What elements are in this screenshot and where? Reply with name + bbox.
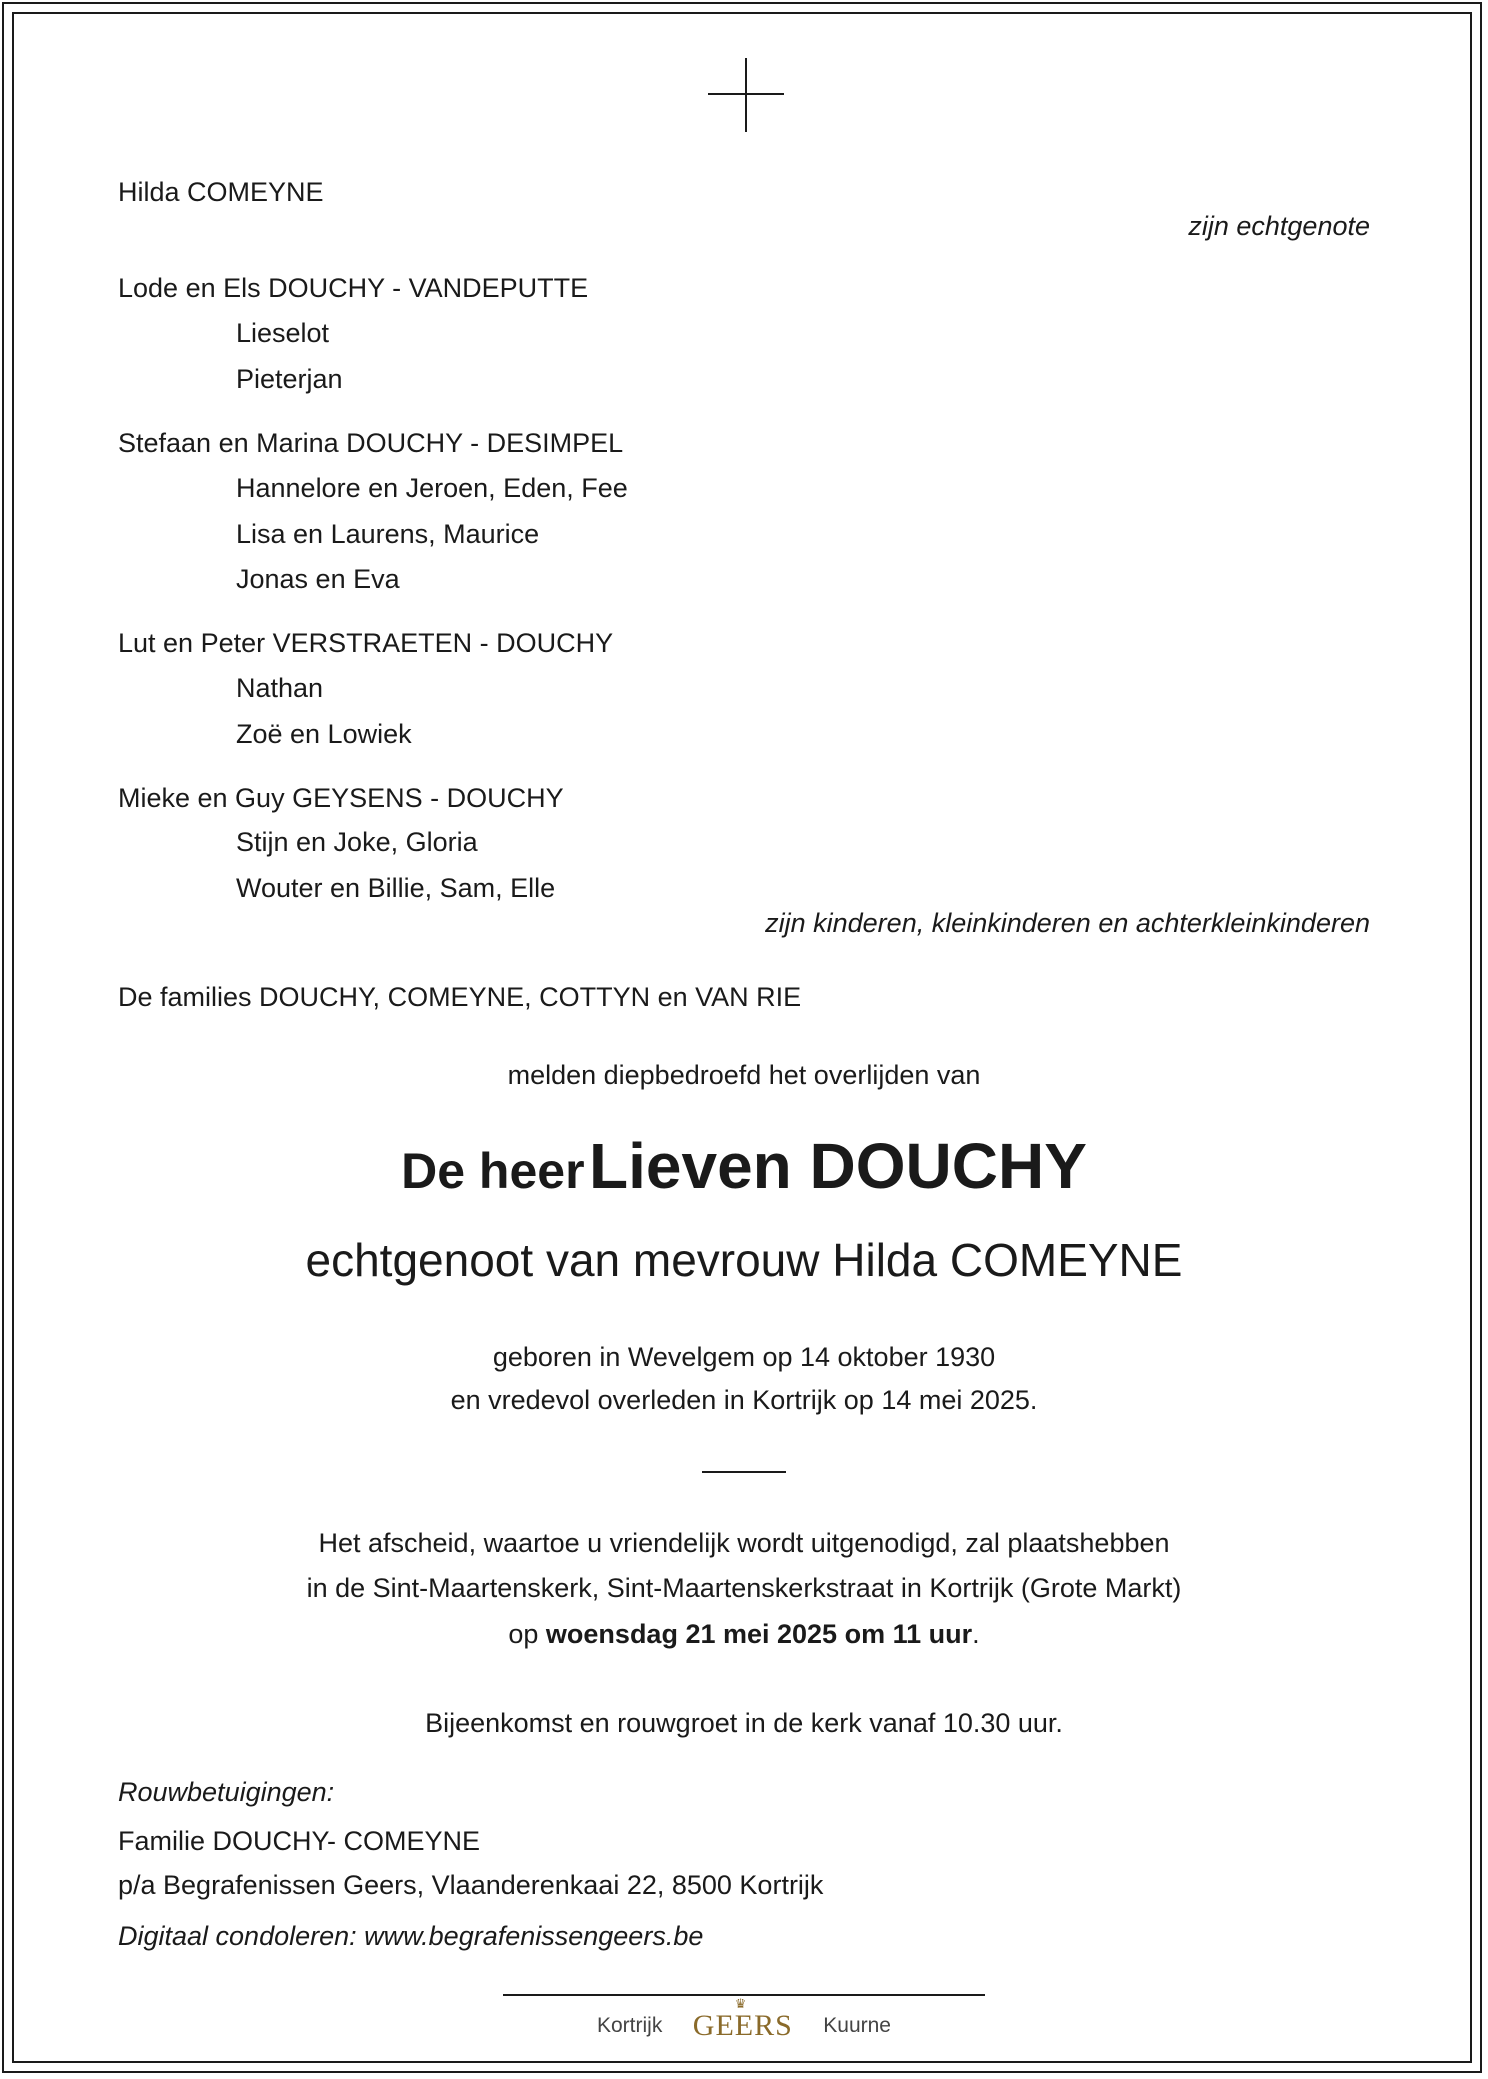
partner-name: Hilda COMEYNE <box>118 177 324 207</box>
announcement: melden diepbedroefd het overlijden van <box>507 1060 981 1090</box>
deceased-prefix: De heer <box>401 1143 585 1199</box>
inner-border <box>12 12 1472 2063</box>
deceased-name: Lieven DOUCHY <box>589 1130 1087 1202</box>
family-head: Stefaan en Marina DOUCHY - DESIMPEL <box>118 428 624 458</box>
deceased-spouse: echtgenoot van mevrouw Hilda COMEYNE <box>305 1234 1183 1286</box>
family-member: Hannelore en Jeroen, Eden, Fee <box>236 473 628 503</box>
family-member: Stijn en Joke, Gloria <box>236 827 478 857</box>
children-role: zijn kinderen, kleinkinderen en achterkleinkinderen <box>765 908 1370 938</box>
ceremony-date-suffix: . <box>972 1619 980 1649</box>
other-families: De families DOUCHY, COMEYNE, COTTYN en VAN RIE <box>118 982 802 1012</box>
ceremony-line: Het afscheid, waartoe u vriendelijk wordt uitgenodigd, zal plaatshebben <box>318 1528 1170 1558</box>
crown-icon: ♛ <box>734 1996 748 2011</box>
condolences-address: p/a Begrafenissen Geers, Vlaanderenkaai 22, 8500 Kortrijk <box>118 1870 824 1900</box>
deceased-title <box>0 1126 1488 1224</box>
death-line: en vredevol overleden in Kortrijk op 14 mei 2025. <box>450 1385 1038 1415</box>
family-member: Pieterjan <box>236 364 343 394</box>
ceremony-date: woensdag 21 mei 2025 om 11 uur <box>545 1619 973 1649</box>
condolences-heading: Rouwbetuigingen: <box>118 1777 335 1807</box>
family-member: Zoë en Lowiek <box>236 719 412 749</box>
family-head: Lode en Els DOUCHY - VANDEPUTTE <box>118 273 589 303</box>
footer <box>0 1996 1488 2043</box>
brand-name: GEERS <box>692 2009 793 2042</box>
digital-condolences: Digitaal condoleren: www.begrafenissengeers.be <box>118 1921 704 1951</box>
footer-city-left: Kortrijk <box>597 2014 663 2037</box>
footer-city-right: Kuurne <box>823 2014 891 2037</box>
separator <box>702 1471 786 1473</box>
partner-role: zijn echtgenote <box>1188 211 1370 241</box>
condolences-family: Familie DOUCHY- COMEYNE <box>118 1826 481 1856</box>
birth-line: geboren in Wevelgem op 14 oktober 1930 <box>492 1342 996 1372</box>
family-head: Mieke en Guy GEYSENS - DOUCHY <box>118 783 564 813</box>
family-member: Lieselot <box>236 318 330 348</box>
brand-logo <box>692 1996 793 2043</box>
family-head: Lut en Peter VERSTRAETEN - DOUCHY <box>118 628 614 658</box>
gathering-line: Bijeenkomst en rouwgroet in de kerk vanaf 10.30 uur. <box>425 1708 1063 1738</box>
family-member: Nathan <box>236 673 324 703</box>
family-member: Jonas en Eva <box>236 564 400 594</box>
ceremony-date-line <box>0 1618 1488 1650</box>
ceremony-date-prefix: op <box>508 1619 539 1649</box>
cross-icon <box>708 58 784 132</box>
ceremony-line: in de Sint-Maartenskerk, Sint-Maartenskerkstraat in Kortrijk (Grote Markt) <box>306 1573 1182 1603</box>
family-member: Wouter en Billie, Sam, Elle <box>236 873 556 903</box>
family-member: Lisa en Laurens, Maurice <box>236 519 540 549</box>
